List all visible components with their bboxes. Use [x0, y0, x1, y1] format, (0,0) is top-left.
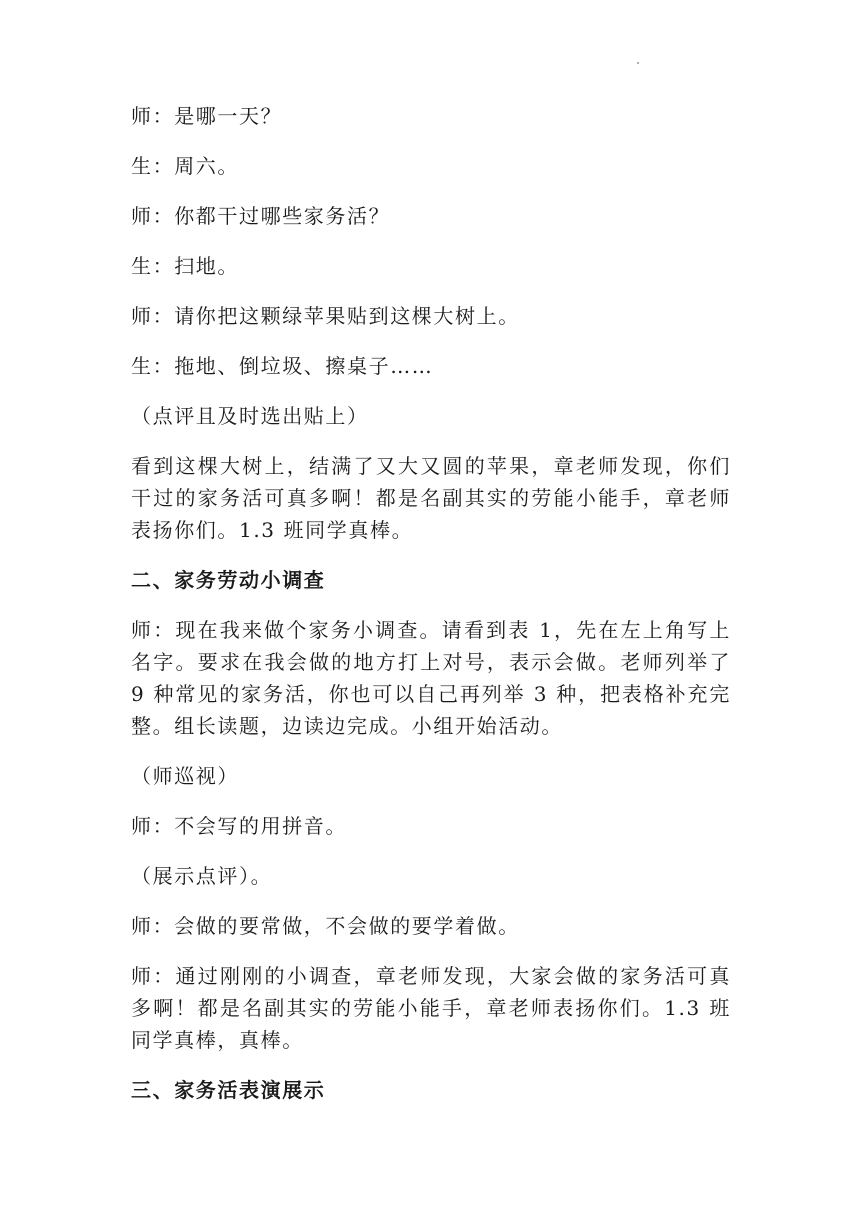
dialogue-line: 师：你都干过哪些家务活？ — [131, 204, 391, 228]
stage-note: （点评且及时选出贴上） — [131, 404, 369, 428]
dialogue-line: 生：扫地。 — [131, 254, 239, 278]
stage-note: （师巡视） — [131, 764, 239, 788]
section-heading: 三、家务活表演展示 — [131, 1078, 326, 1102]
body-paragraph: 师：通过刚刚的小调查，章老师发现，大家会做的家务活可真多啊！都是名副其实的劳能小能手，章老师表扬你们。1.3 班同学真棒，真棒。 — [131, 964, 731, 1052]
dialogue-line: 生：周六。 — [131, 154, 239, 178]
page-mark — [637, 62, 639, 64]
dialogue-line: 师：请你把这颗绿苹果贴到这棵大树上。 — [131, 304, 520, 328]
dialogue-line: 师：是哪一天？ — [131, 104, 283, 128]
section-heading: 二、家务劳动小调查 — [131, 568, 326, 592]
body-paragraph: 师：现在我来做个家务小调查。请看到表 1，先在左上角写上名字。要求在我会做的地方打上对号，表示会做。老师列举了 9 种常见的家务活，你也可以自己再列举 3 种，把表格补充完整。组长读题，边读边完成。小组开始活动。 — [131, 618, 731, 738]
dialogue-line: 师：不会写的用拼音。 — [131, 814, 347, 838]
dialogue-line: 师：会做的要常做，不会做的要学着做。 — [131, 914, 520, 938]
body-paragraph: 看到这棵大树上，结满了又大又圆的苹果，章老师发现，你们干过的家务活可真多啊！都是名副其实的劳能小能手，章老师表扬你们。1.3 班同学真棒。 — [131, 454, 731, 542]
document-body — [131, 100, 731, 1124]
stage-note: （展示点评）。 — [131, 864, 273, 888]
dialogue-line: 生：拖地、倒垃圾、擦桌子…… — [131, 354, 434, 378]
